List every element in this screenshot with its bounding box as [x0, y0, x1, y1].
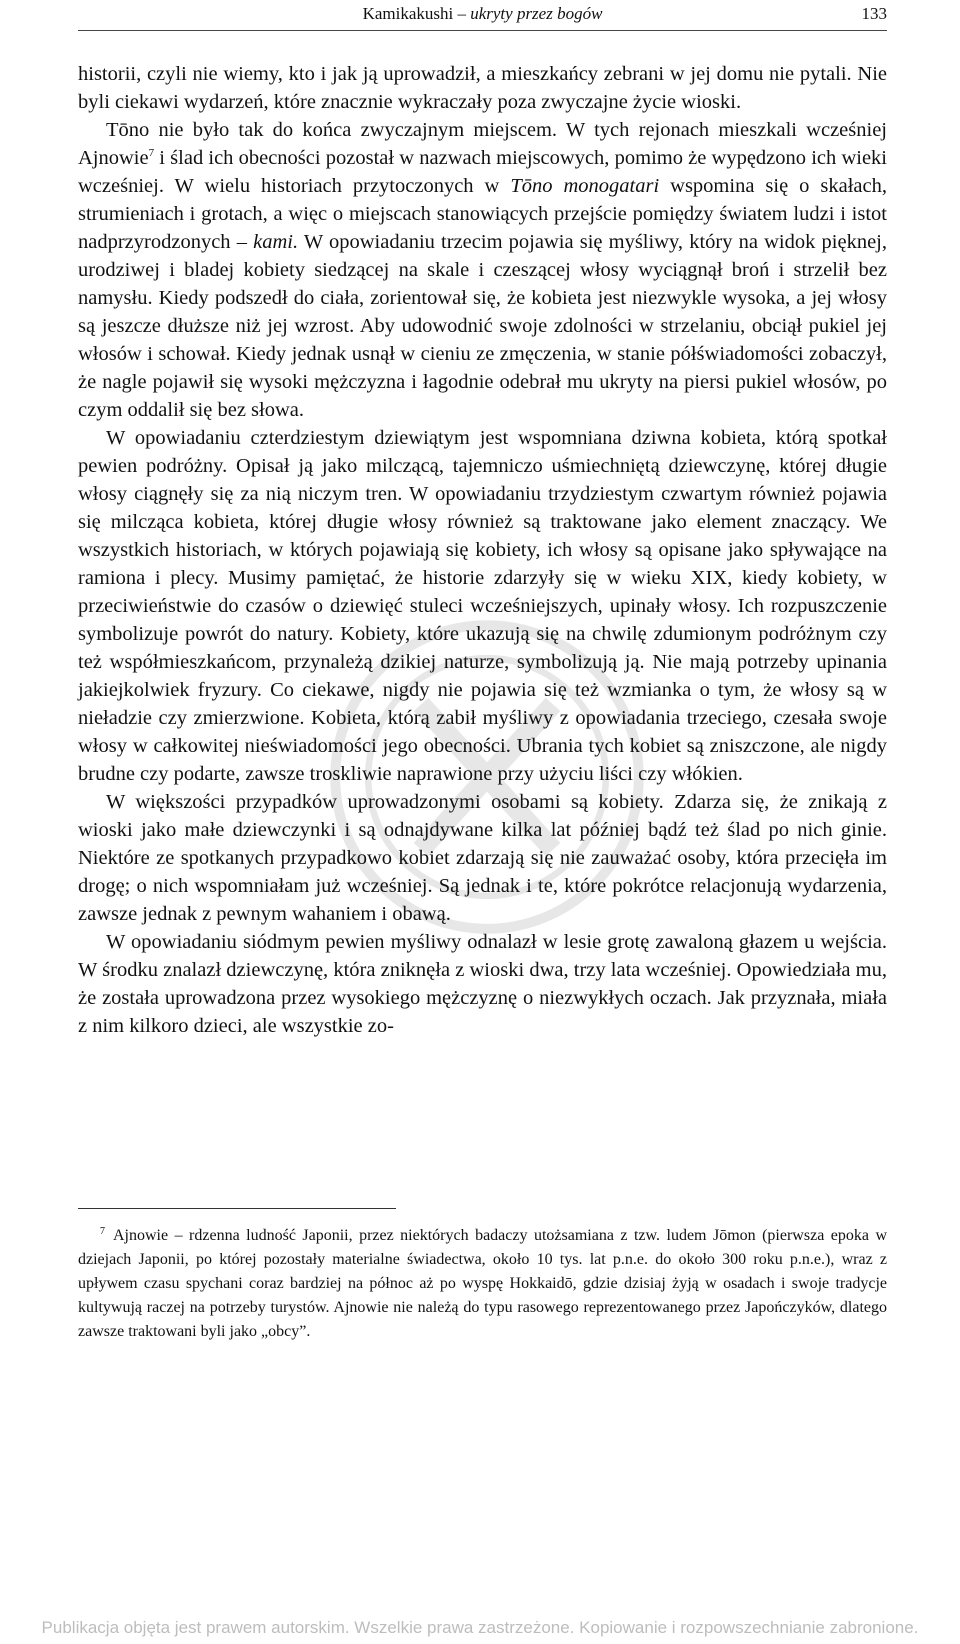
text-run: W większości przypadków uprowadzonymi osobami są kobiety. Zdarza się, że znikają z wioski jako małe dziewczynki i są odnajdywane kilka lat później bądź też ślad po nich ginie. Niektóre ze spotkanych przypadkowo kobiet zdarzają się nie zauważać osoby, która przecięła im drogę; o nich wspomniałam już wcześniej. Są jednak i te, które pokrótce relacjonują wydarzenia, zawsze jednak z pewnym wahaniem i obawą. [78, 791, 887, 925]
paragraph [78, 116, 887, 424]
paragraph [78, 788, 887, 928]
running-title-italic: ukryty przez bogów [470, 4, 603, 23]
text-run: i ślad ich obecności pozostał w nazwach miejscowych, pomimo że wypędzono ich wieki wcześniej. W wielu historiach przytoczonych w [78, 147, 887, 197]
footnote-divider [78, 1208, 396, 1209]
paragraph [78, 60, 887, 116]
text-run: W opowiadaniu trzecim pojawia się myśliwy, który na widok pięknej, urodziwej i bladej kobiety siedzącej na skale i czeszącej włosy wyciągnął broń i strzelił bez namysłu. Kiedy podszedł do ciała, zorientował się, że kobieta jest niezwykle wysoka, a jej włosy są jeszcze dłuższe niż jej wzrost. Aby udowodnić swoje zdolności w strzelaniu, obciął pukiel jej włosów i schował. Kiedy jednak usnął w cieniu ze zmęczenia, w stanie półświadomości zobaczył, że nagle pojawił się wysoki mężczyzna i łagodnie odebrał mu ukryty na piersi pukiel włosów, po czym oddalił się bez słowa. [78, 231, 887, 421]
paragraph [78, 424, 887, 788]
footnote-text: Ajnowie – rdzenna ludność Japonii, przez niektórych badaczy utożsamiana z tzw. ludem Jōmon (pierwsza epoka w dziejach Japonii, po której pozostały materialne świadectwa, około 10 tys. lat p.n.e. do około 300 roku p.n.e.), wraz z upływem czasu spychani coraz bardziej na północ aż po wyspę Hokkaidō, gdzie dzisiaj żyją w osadach i swoje tradycje kultywują raczej na potrzeby turystów. Ajnowie nie należą do typu rasowego reprezentowanego przez Japończyków, dlatego zawsze traktowani byli jako „obcy”. [78, 1227, 887, 1340]
page-number: 133 [861, 4, 887, 23]
text-run: Tōno nie było tak do końca zwyczajnym miejscem. W tych rejonach mieszkali wcześniej Ajnowie [78, 119, 887, 169]
italic-term: kami. [253, 231, 299, 253]
text-run: W opowiadaniu czterdziestym dziewiątym jest wspomniana dziwna kobieta, którą spotkał pewien podróżny. Opisał ją jako milczącą, tajemniczo uśmiechniętą dziewczynę, której długie włosy ciągnęły się za nią niczym tren. W opowiadaniu trzydziestym czwartym również pojawia się milcząca kobieta, której długie włosy również są traktowane jako element znaczący. We wszystkich historiach, w których pojawiają się kobiety, ich włosy są opisane jako spływające na ramiona i plecy. Musimy pamiętać, że historie zdarzyły się w wieku XIX, kiedy kobiety, w przeciwieństwie do czasów o dziewięć stuleci wcześniejszych, upinały włosy. Ich rozpuszczenie symbolizuje powrót do natury. Kobiety, które ukazują się na chwilę zdumionym podróżnym czy też współmieszkańcom, przynależą dzikiej naturze, symbolizują ją. Nie mają potrzeby upinania jakiejkolwiek fryzury. Co ciekawe, nigdy nie pojawia się też wzmianka o tym, że włosy są w nieładzie czy zmierzwione. Kobieta, którą zabił myśliwy z opowiadania trzeciego, czesała swoje włosy w całkowitej nieświadomości jego obecności. Ubrania tych kobiet są zniszczone, ale nigdy brudne czy podarte, zawsze troskliwie naprawione przy użyciu liści czy włókien. [78, 427, 887, 785]
text-run: historii, czyli nie wiemy, kto i jak ją uprowadził, a mieszkańcy zebrani w jej domu nie pytali. Nie byli ciekawi wydarzeń, które znacznie wykraczały poza zwyczajne życie wioski. [78, 63, 887, 113]
paragraph [78, 928, 887, 1040]
copyright-footer: Publikacja objęta jest prawem autorskim. Wszelkie prawa zastrzeżone. Kopiowanie i rozpowszechnianie zabronione. [41, 1618, 919, 1637]
text-run: wspomina się o skałach, strumieniach i grotach, a więc o miejscach stanowiących przejście pomiędzy światem ludzi i istot nadprzyrodzonych – [78, 175, 887, 253]
running-title [78, 4, 887, 24]
text-run: W opowiadaniu siódmym pewien myśliwy odnalazł w lesie grotę zawaloną głazem u wejścia. W środku znalazł dziewczynę, która zniknęła z wioski dwa, trzy lata wcześniej. Opowiedziała mu, że została uprowadzona przez wysokiego mężczyznę o niezwykłych oczach. Jak przyznała, miała z nim kilkoro dzieci, ale wszystkie zo- [78, 931, 887, 1037]
running-header [78, 0, 887, 31]
footnote [78, 1224, 887, 1344]
running-title-author: Kamikakushi – [362, 4, 471, 23]
italic-term: Tōno monogatari [510, 175, 660, 197]
footnote-reference: 7 [148, 147, 155, 160]
body-text [78, 60, 887, 1040]
footnote-mark: 7 [100, 1225, 105, 1237]
